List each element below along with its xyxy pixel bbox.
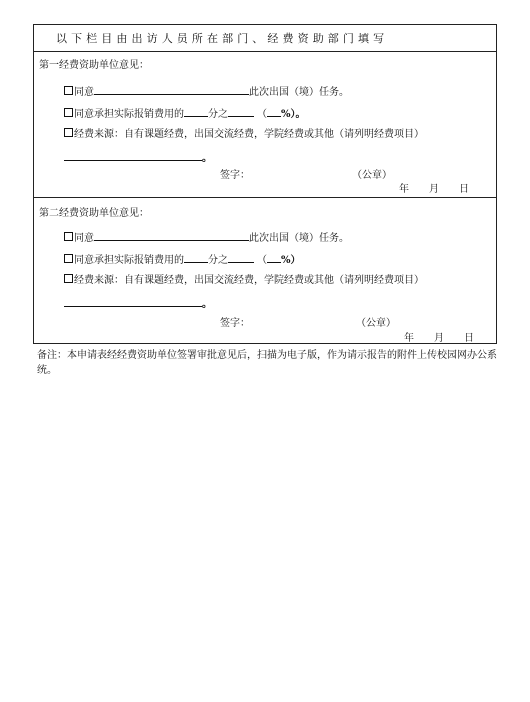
second-funding-unit-section — [34, 198, 496, 343]
seal-label: （公章） — [352, 170, 392, 181]
agree-suffix: 此次出国（境）任务。 — [249, 233, 349, 244]
source-text: 经费来源：自有课题经费，出国交流经费，学院经费或其他（请列明经费项目） — [74, 275, 424, 286]
share-line — [64, 252, 301, 267]
agree-prefix: 同意 — [74, 233, 94, 244]
share-prefix: 同意承担实际报销费用的 — [74, 109, 184, 120]
share-numerator-blank[interactable] — [184, 106, 208, 117]
section-title: 第二经费资助单位意见： — [39, 208, 149, 219]
share-denominator-blank[interactable] — [228, 106, 254, 117]
agree-blank[interactable] — [94, 230, 249, 241]
sign-label: 签字： — [220, 170, 250, 181]
agree-prefix: 同意 — [74, 87, 94, 98]
sign-label: 签字： — [220, 318, 250, 329]
source-line — [64, 128, 424, 141]
source-checkbox[interactable] — [64, 274, 73, 283]
seal-label: （公章） — [356, 318, 396, 329]
source-detail-blank[interactable] — [64, 296, 202, 307]
source-detail-line — [64, 296, 212, 311]
source-detail-line — [64, 150, 212, 165]
date-label: 年 月 日 — [399, 184, 469, 195]
share-paren-open: （ — [257, 109, 267, 120]
share-paren-open: （ — [257, 255, 267, 266]
share-line — [64, 106, 306, 121]
remarks-note: 备注：本申请表经经费资助单位签署审批意见后，扫描为电子版，作为请示报告的附件上传校园网办公系统。 — [37, 350, 497, 376]
share-checkbox[interactable] — [64, 254, 73, 263]
agree-checkbox[interactable] — [64, 232, 73, 241]
share-percent: %） — [281, 255, 301, 266]
share-mid: 分之 — [208, 255, 228, 266]
source-period: 。 — [202, 153, 212, 164]
agree-line — [64, 84, 349, 99]
agree-blank[interactable] — [94, 84, 249, 95]
share-percent: %） — [281, 109, 296, 120]
share-percent-blank[interactable] — [267, 252, 281, 263]
first-funding-unit-section — [34, 52, 496, 198]
share-mid: 分之 — [208, 109, 228, 120]
share-period: 。 — [295, 109, 306, 120]
share-checkbox[interactable] — [64, 108, 73, 117]
agree-checkbox[interactable] — [64, 86, 73, 95]
source-line — [64, 274, 424, 287]
share-percent-blank[interactable] — [267, 106, 281, 117]
source-text: 经费来源：自有课题经费，出国交流经费，学院经费或其他（请列明经费项目） — [74, 129, 424, 140]
funding-opinion-form — [33, 24, 497, 344]
share-denominator-blank[interactable] — [228, 252, 254, 263]
agree-suffix: 此次出国（境）任务。 — [249, 87, 349, 98]
agree-line — [64, 230, 349, 245]
date-label: 年 月 日 — [404, 333, 474, 344]
share-numerator-blank[interactable] — [184, 252, 208, 263]
section-title: 第一经费资助单位意见： — [39, 60, 149, 71]
source-checkbox[interactable] — [64, 128, 73, 137]
source-detail-blank[interactable] — [64, 150, 202, 161]
share-prefix: 同意承担实际报销费用的 — [74, 255, 184, 266]
source-period: 。 — [202, 299, 212, 310]
form-header: 以下栏目由出访人员所在部门、经费资助部门填写 — [34, 25, 496, 52]
